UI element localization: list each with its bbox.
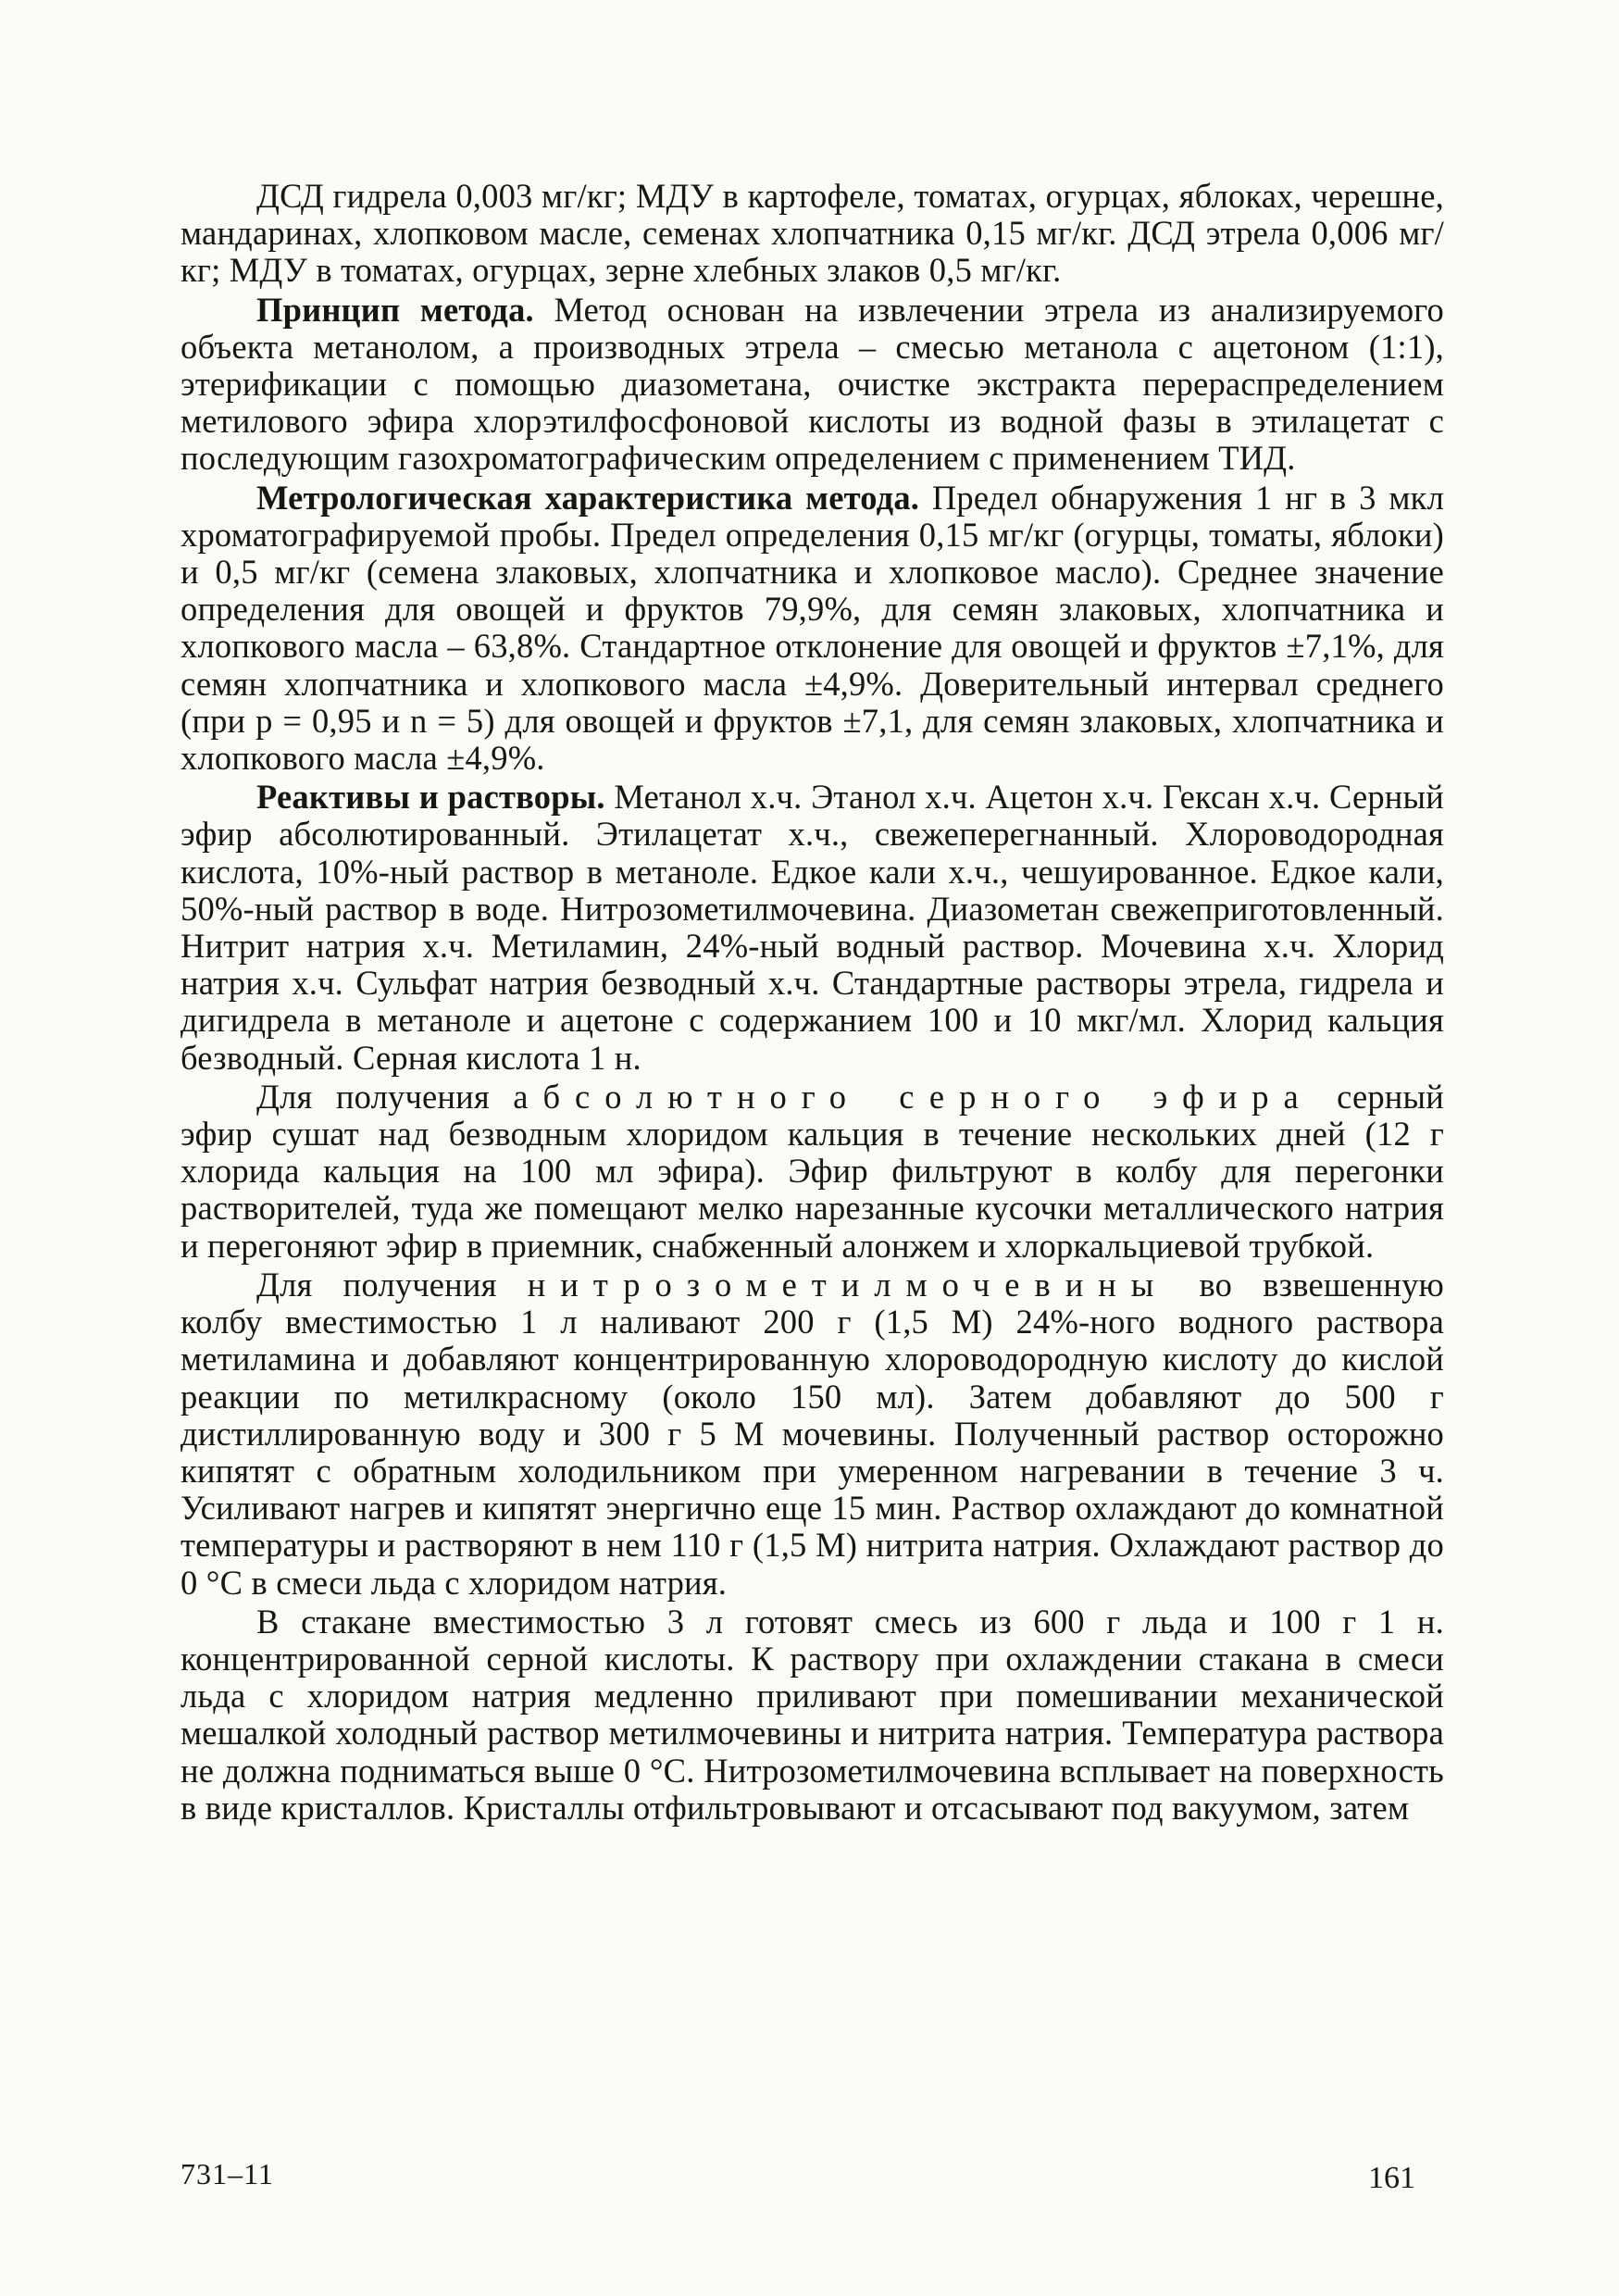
paragraph-nitrosomethylurea bbox=[181, 1267, 1444, 1602]
paragraph-dsd bbox=[181, 178, 1444, 290]
paragraph-text: во взвешенную колбу вместимостью 1 л наливают 200 г (1,5 М) 24%-ного водного раствора метиламина и добавляют концентрированную хлороводородную кислоту до кислой реакции по метилкрасному (около 150 мл). Затем добавляют до 500 г дистиллированную воду и 300 г 5 М мочевины. Полученный раствор осторожно кипятят с обратным холодильником при умеренном нагревании в течение 3 ч. Усиливают нагрев и кипятят энергично еще 15 мин. Раствор охлаждают до комнатной температуры и растворяют в нем 110 г (1,5 М) нитрита натрия. Охлаждают раствор до 0 °С в смеси льда с хлоридом натрия. bbox=[181, 1265, 1444, 1602]
section-heading: Реактивы и растворы. bbox=[256, 778, 605, 817]
body-text bbox=[181, 178, 1444, 1828]
paragraph-text: Метанол х.ч. Этанол х.ч. Ацетон х.ч. Гексан х.ч. Серный эфир абсолютированный. Этилацетат х.ч., свежеперегнанный. Хлороводородная кислота, 10%-ный раствор в метаноле. Едкое кали х.ч., чешуированное. Едкое кали, 50%-ный раствор в воде. Нитрозометилмочевина. Диазометан свежеприготовленный. Нитрит натрия х.ч. Метиламин, 24%-ный водный раствор. Мочевина х.ч. Хлорид натрия х.ч. Сульфат натрия безводный х.ч. Стандартные растворы этрела, гидрела и дигидрела в метаноле и ацетоне с содержанием 100 и 10 мкг/мл. Хлорид кальция безводный. Серная кислота 1 н. bbox=[181, 778, 1444, 1077]
spaced-term: абсолютного серного эфира bbox=[513, 1077, 1314, 1116]
paragraph-text: ДСД гидрела 0,003 мг/кг; МДУ в картофеле, томатах, огурцах, яблоках, черешне, мандаринах, хлопковом масле, семенах хлопчатника 0,15 мг/кг. ДСД этрела 0,006 мг/кг; МДУ в томатах, огурцах, зерне хлебных злаков 0,5 мг/кг. bbox=[181, 177, 1444, 290]
spaced-term: нитрозометилмочевины bbox=[527, 1265, 1169, 1304]
paragraph-text: В стакане вместимостью 3 л готовят смесь из 600 г льда и 100 г 1 н. концентрированной серной кислоты. К раствору при охлаждении стакана в смеси льда с хлоридом натрия медленно приливают при помешивании механической мешалкой холодный раствор метилмочевины и нитрита натрия. Температура раствора не должна подниматься выше 0 °С. Нитрозометилмочевина всплывает на поверхность в виде кристаллов. Кристаллы отфильтровывают и отсасывают под вакуумом, затем bbox=[181, 1602, 1444, 1827]
section-heading: Принцип метода. bbox=[256, 290, 534, 329]
section-heading: Метрологическая характеристика метода. bbox=[256, 478, 920, 517]
printer-signature: 731–11 bbox=[181, 2157, 274, 2190]
paragraph-lead: Для получения bbox=[256, 1077, 514, 1116]
paragraph-text: Метод основан на извлечении этрела из анализируемого объекта метанолом, а производных этрела – смесью метанола с ацетоном (1:1), этерификации с помощью диазометана, очистке экстракта перераспределением метилового эфира хлорэтилфосфоновой кислоты из водной фазы в этилацетат с последующим газохроматографическим определением с применением ТИД. bbox=[181, 290, 1444, 478]
paragraph-text: Предел обнаружения 1 нг в 3 мкл хроматографируемой пробы. Предел определения 0,15 мг/кг (огурцы, томаты, яблоки) и 0,5 мг/кг (семена злаковых, хлопчатника и хлопковое масло). Среднее значение определения для овощей и фруктов 79,9%, для семян злаковых, хлопчатника и хлопкового масла – 63,8%. Стандартное отклонение для овощей и фруктов ±7,1%, для семян хлопчатника и хлопкового масла ±4,9%. Доверительный интервал среднего (при p = 0,95 и n = 5) для овощей и фруктов ±7,1, для семян злаковых, хлопчатника и хлопкового масла ±4,9%. bbox=[181, 478, 1444, 778]
paragraph-lead: Для получения bbox=[256, 1265, 528, 1304]
paragraph-method-principle bbox=[181, 292, 1444, 478]
page-number: 161 bbox=[1368, 2161, 1415, 2195]
paragraph-text: серный эфир сушат над безводным хлоридом кальция в течение нескольких дней (12 г хлорида кальция на 100 мл эфира). Эфир фильтруют в колбу для перегонки растворителей, туда же помещают мелко нарезанные кусочки металлического натрия и перегоняют эфир в приемник, снабженный алонжем и хлоркальциевой трубкой. bbox=[181, 1077, 1444, 1265]
paragraph-metrology bbox=[181, 480, 1444, 778]
paragraph-reagents bbox=[181, 779, 1444, 1077]
paragraph-ice-mixture bbox=[181, 1603, 1444, 1827]
paragraph-absolute-ether bbox=[181, 1079, 1444, 1265]
